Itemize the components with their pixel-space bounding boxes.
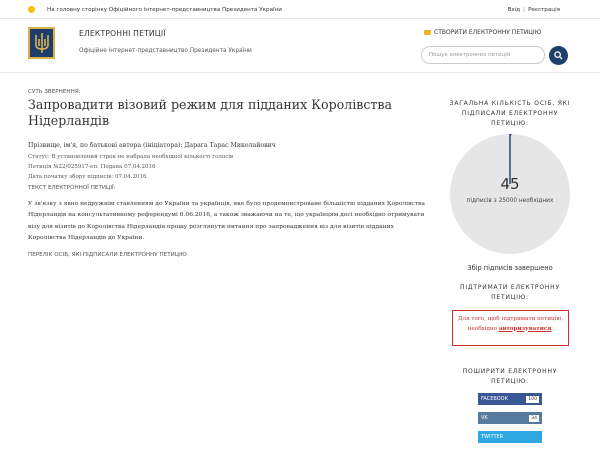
home-icon bbox=[28, 6, 35, 13]
register-link[interactable]: Реєстрація bbox=[528, 6, 560, 13]
vk-count: 34 bbox=[531, 415, 537, 421]
share-facebook-button[interactable] bbox=[478, 393, 542, 405]
petition-number: Петиція №22/025917-еп. Подана 07.04.2016 bbox=[28, 164, 156, 170]
signature-count-label: ЗАГАЛЬНА КІЛЬКІСТЬ ОСІБ, ЯКІ ПІДПИСАЛИ ЕЛЕКТРОННУ ПЕТИЦІЮ: bbox=[449, 100, 571, 127]
folder-icon bbox=[424, 30, 431, 35]
create-petition-label[interactable]: СТВОРИТИ ЕЛЕКТРОННУ ПЕТИЦІЮ bbox=[434, 29, 542, 36]
share-label: ПОШИРИТИ ЕЛЕКТРОННУ ПЕТИЦІЮ: bbox=[462, 368, 558, 385]
trident-icon bbox=[33, 31, 51, 55]
home-link[interactable] bbox=[28, 0, 282, 19]
auth-separator: | bbox=[523, 6, 526, 13]
search-button[interactable] bbox=[549, 46, 568, 65]
signature-count: 45 bbox=[500, 175, 520, 193]
signature-count-caption: підписів з 25000 необхідних bbox=[466, 198, 554, 204]
create-petition-link[interactable] bbox=[424, 29, 541, 36]
twitter-label: TWITTER bbox=[481, 434, 504, 440]
petition-title: Запровадити візовий режим для підданих Королівства Нідерландів bbox=[28, 97, 392, 128]
share-vk-button[interactable] bbox=[478, 412, 542, 424]
support-label: ПІДТРИМАТИ ЕЛЕКТРОННУ ПЕТИЦІЮ: bbox=[460, 284, 560, 301]
petition-start-date: Дата початку збору підписів: 07.04.2016 bbox=[28, 174, 147, 180]
vk-label: VK bbox=[481, 415, 488, 421]
collection-status: Збір підписів завершено bbox=[467, 264, 553, 272]
petition-status: Статус: В установлений строк не набрала необхідної кількості голосів bbox=[28, 154, 234, 160]
home-link-text[interactable]: На головну сторінку Офіційного інтернет-представництва Президента України bbox=[47, 6, 282, 13]
petition-author: Прізвище, ім'я, по батькові автора (ініціатора): Дарага Тарас Миколайович bbox=[28, 142, 276, 149]
essence-label: СУТЬ ЗВЕРНЕННЯ: bbox=[28, 89, 81, 95]
login-link[interactable]: Вхід bbox=[507, 6, 521, 13]
site-subtitle: Офіційне інтернет-представництво Президента України bbox=[79, 48, 252, 54]
facebook-count: 100 bbox=[528, 396, 537, 402]
authorize-link[interactable]: авторизуватися bbox=[498, 325, 552, 332]
trident-emblem-logo[interactable] bbox=[28, 27, 55, 59]
signature-progress-circle bbox=[450, 134, 570, 254]
auth-links bbox=[508, 0, 560, 19]
site-title[interactable]: ЕЛЕКТРОННІ ПЕТИЦІЇ bbox=[79, 29, 166, 38]
site-header bbox=[0, 19, 600, 73]
search-input[interactable] bbox=[421, 46, 545, 64]
petition-body: У зв'язку з явно недружнім ставленням до України та українців, яке було продемонстроване більшістю підданих Королівства Нідерландів на консультативному референдумі 6.06.2016, а також зважаючи на те, що українцям досі необхідно отримувати візу для візитів до Королівства Нідерландів прошу розглянути питання про запровадження віз для візитів підданих Королівства Нідерландів до України. bbox=[28, 200, 425, 242]
auth-tail: . bbox=[551, 325, 554, 332]
search-icon bbox=[554, 51, 563, 60]
auth-required-text: Для того, щоб підтримати петицію, необхідно bbox=[458, 316, 563, 332]
top-bar bbox=[0, 0, 600, 19]
auth-required-box bbox=[452, 310, 569, 346]
share-twitter-button[interactable] bbox=[478, 431, 542, 443]
facebook-label: FACEBOOK bbox=[481, 396, 508, 402]
signers-list-link[interactable]: ПЕРЕЛІК ОСІБ, ЯКІ ПІДПИСАЛИ ЕЛЕКТРОННУ ПЕТИЦІЮ bbox=[28, 252, 187, 258]
petition-text-label: ТЕКСТ ЕЛЕКТРОННОЇ ПЕТИЦІЇ: bbox=[28, 185, 116, 191]
